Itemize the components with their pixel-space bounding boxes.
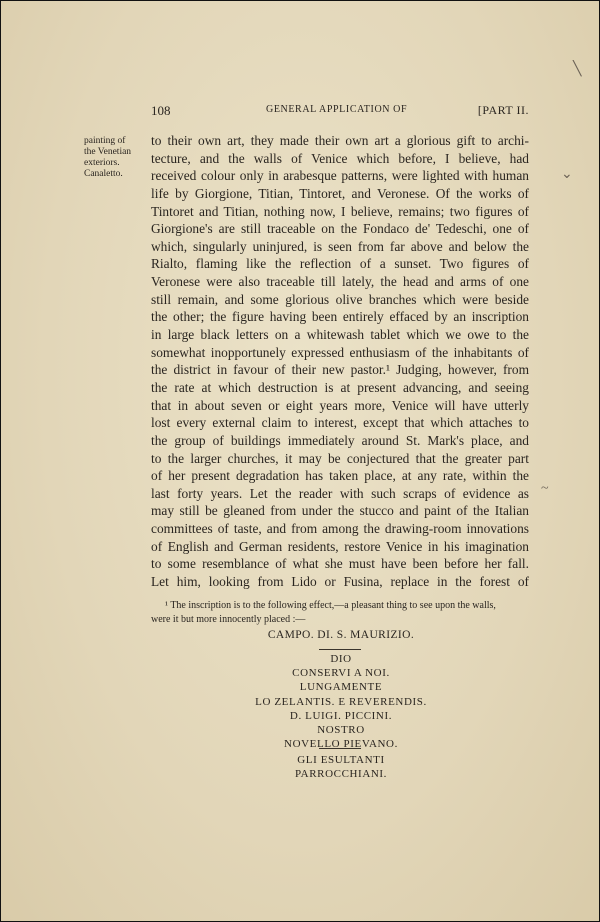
- running-title: GENERAL APPLICATION OF: [266, 104, 408, 115]
- body-line: that in about seven or eight years more, Venice will have utterly: [151, 397, 529, 413]
- body-line: life by Giorgione, Titian, Tintoret, and Veronese. Of the works of: [151, 185, 529, 201]
- inscription-block: [151, 652, 531, 751]
- footnote-line: were it but more innocently placed :—: [151, 614, 306, 625]
- body-line: Tintoret and Titian, nothing now, I believe, remains; two figures of: [151, 203, 529, 219]
- body-line: Rialto, flaming like the reflection of a sunset. Two figures of: [151, 256, 529, 272]
- divider-rule: [319, 748, 361, 749]
- body-line: somewhat inopportunely expressed enthusiasm of the inhabitants of: [151, 344, 529, 360]
- body-line: tecture, and the walls of Venice which before, I believe, had: [151, 150, 529, 166]
- body-line: Giorgione's are still traceable on the Fondaco de' Tedeschi, one of: [151, 221, 529, 237]
- inscription-line: DIO: [330, 653, 352, 665]
- body-line: of English and German residents, restore Venice in his imagination: [151, 538, 529, 554]
- body-line: may still be gleaned from under the stucco and paint of the Italian: [151, 503, 529, 519]
- footnote-line: ¹ The inscription is to the following effect,—a pleasant thing to see upon the walls,: [165, 600, 496, 611]
- body-text: [151, 132, 529, 591]
- divider-rule: [319, 649, 361, 650]
- body-line: Let him, looking from Lido or Fusina, replace in the forest of: [151, 574, 529, 590]
- body-line: the rate at which destruction is at present advancing, and seeing: [151, 379, 529, 395]
- body-line: lost every external claim to interest, except that which attaches to: [151, 415, 529, 431]
- inscription-line: PARROCCHIANI.: [294, 768, 388, 781]
- side-note-line: Canaletto.: [84, 169, 123, 179]
- inscription-block: [151, 753, 531, 781]
- body-line: committees of taste, and from among the drawing-room innovations: [151, 521, 529, 537]
- inscription-heading: CAMPO. DI. S. MAURIZIO.: [267, 629, 415, 641]
- body-line: to some resemblance of what she must have been before her fall.: [151, 556, 529, 572]
- side-note: [84, 136, 154, 180]
- footnote: [151, 599, 531, 627]
- body-line: of her present degradation has taken place, at any rate, within the: [151, 468, 529, 484]
- side-note-line: exteriors.: [84, 158, 120, 168]
- body-line: still remain, and some glorious olive branches which were beside: [151, 291, 529, 307]
- margin-mark: ~: [541, 481, 549, 496]
- side-note-line: painting of: [84, 136, 126, 146]
- inscription-line: GLI ESULTANTI: [297, 754, 385, 766]
- margin-mark: ╲: [573, 62, 582, 77]
- margin-mark: ⌄: [561, 167, 573, 182]
- body-line: in large black letters on a whitewash tablet which we owe to the: [151, 327, 529, 343]
- body-line: Veronese were also traceable till lately, the head and arms of one: [151, 274, 529, 290]
- body-line: last forty years. Let the reader with such scraps of evidence as: [151, 485, 529, 501]
- inscription-line: CONSERVI A NOI.: [292, 667, 390, 680]
- body-line: the group of buildings immediately around St. Mark's place, and: [151, 432, 529, 448]
- inscription-line: D. LUIGI. PICCINI.: [289, 709, 393, 722]
- part-label: [PART II.: [477, 103, 529, 117]
- body-line: received colour only in arabesque patterns, were lighted with human: [151, 168, 529, 184]
- page-number: 108: [151, 103, 171, 118]
- side-note-line: the Venetian: [84, 147, 132, 157]
- body-line: the other; the figure having been entirely effaced by an inscription: [151, 309, 529, 325]
- body-line: to the larger churches, it may be conjectured that the greater part: [151, 450, 529, 466]
- inscription-line: NOSTRO: [317, 724, 365, 737]
- inscription-line: LUNGAMENTE: [299, 681, 383, 694]
- body-line: which, singularly uninjured, is seen from far above and below the: [151, 238, 529, 254]
- body-line: the district in favour of their new pastor.¹ Judging, however, from: [151, 362, 529, 378]
- inscription-line: LO ZELANTIS. E REVERENDIS.: [255, 695, 427, 708]
- body-line: to their own art, they made their own art a glorious gift to archi-: [151, 133, 529, 148]
- inscription-line: NOVELLO PIEVANO.: [284, 738, 398, 751]
- page-header: [151, 103, 541, 123]
